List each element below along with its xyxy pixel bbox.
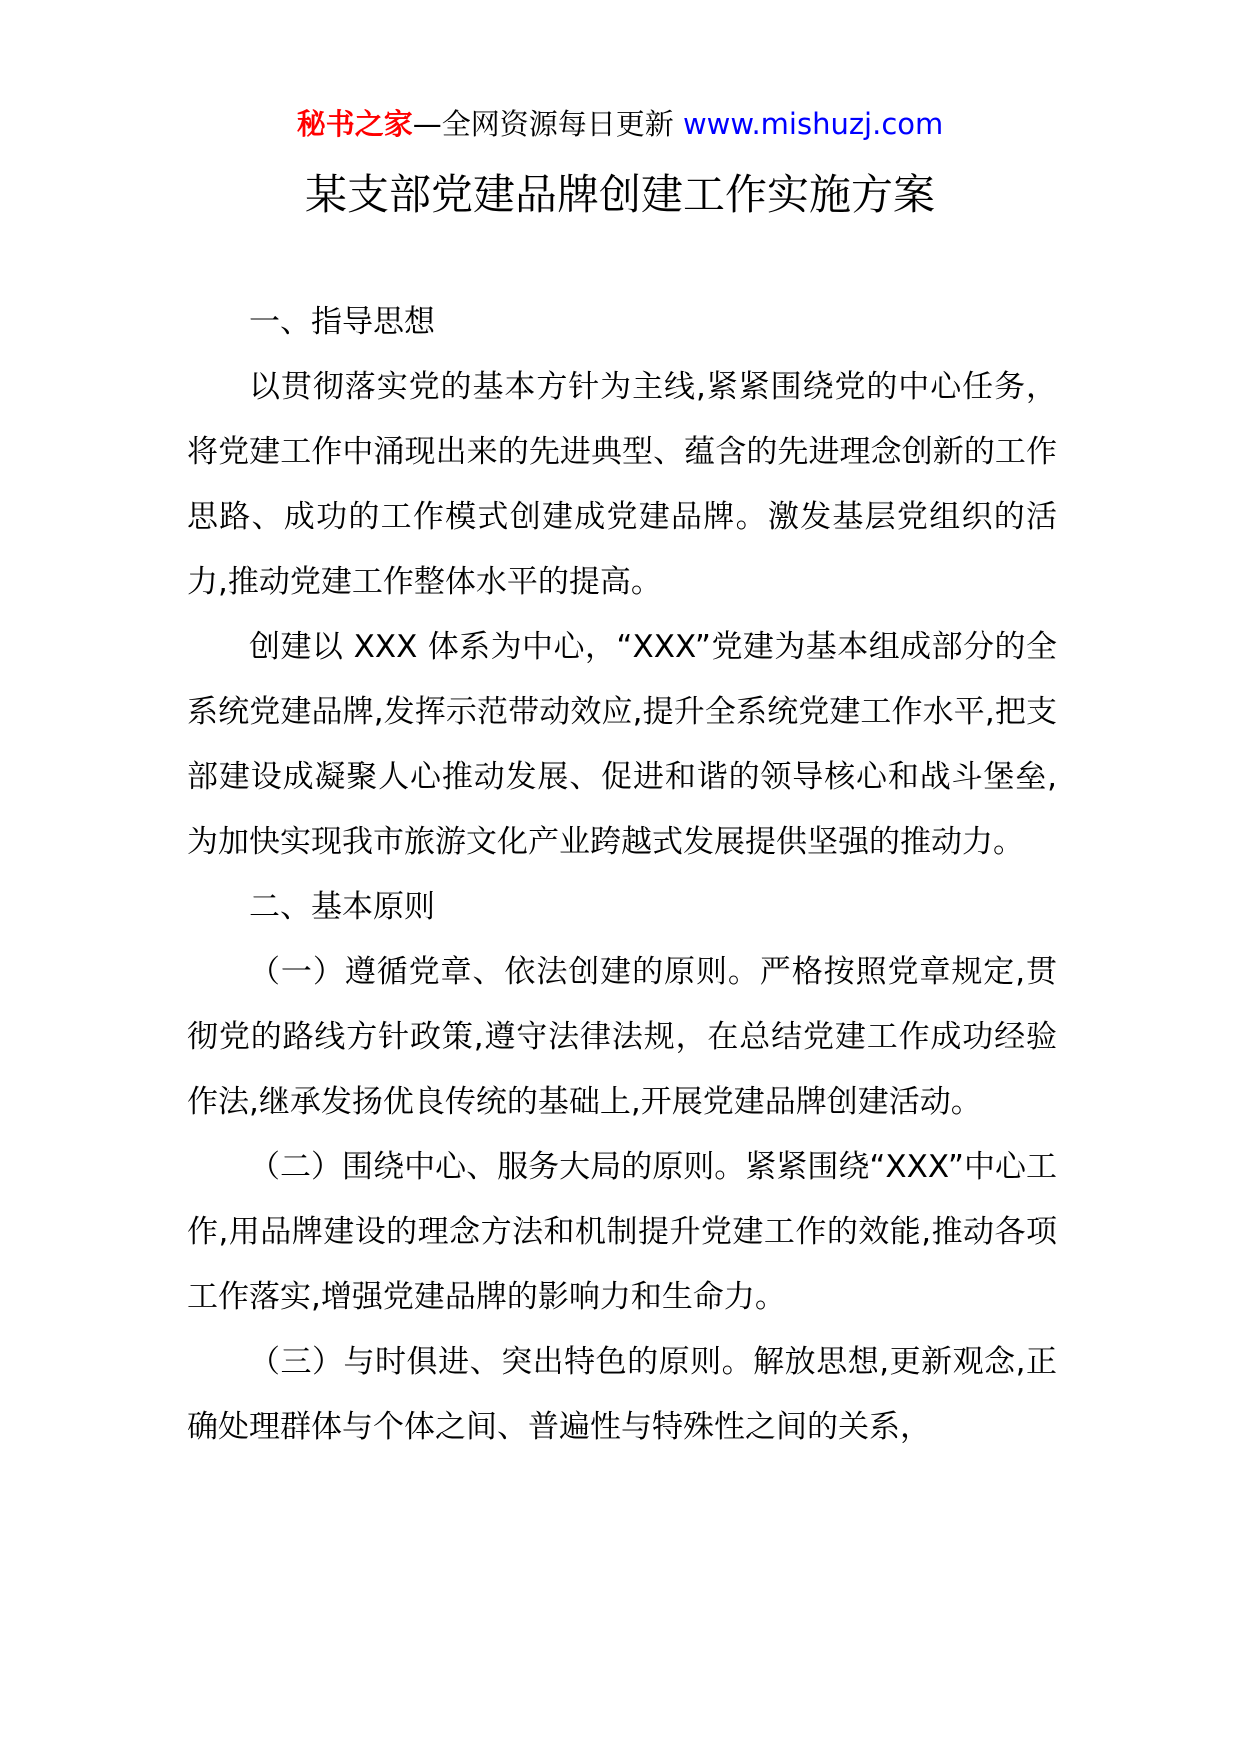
paragraph: 以贯彻落实党的基本方针为主线,紧紧围绕党的中心任务，将党建工作中涌现出来的先进典型、蕴含的先进理念创新的工作思路、成功的工作模式创建成党建品牌。激发基层党组织的活力,推动党建工作整体水平的提高。 <box>187 369 1057 600</box>
document-body <box>187 290 1057 1460</box>
paragraph: 创建以 XXX 体系为中心，“XXX”党建为基本组成部分的全系统党建品牌,发挥示范带动效应,提升全系统党建工作水平,把支部建设成凝聚人心推动发展、促进和谐的领导核心和战斗堡垒,为加快实现我市旅游文化产业跨越式发展提供坚强的推动力。 <box>187 629 1057 860</box>
paragraph: （一）遵循党章、依法创建的原则。严格按照党章规定,贯彻党的路线方针政策,遵守法律法规，在总结党建工作成功经验作法,继承发扬优良传统的基础上,开展党建品牌创建活动。 <box>187 954 1057 1120</box>
site-tagline: —全网资源每日更新 <box>412 107 683 141</box>
paragraph: （三）与时俱进、突出特色的原则。解放思想,更新观念,正确处理群体与个体之间、普遍性与特殊性之间的关系， <box>187 1344 1057 1445</box>
site-url-link[interactable]: www.mishuzj.com <box>682 107 944 141</box>
document-title: 某支部党建品牌创建工作实施方案 <box>304 170 935 219</box>
section-heading-guiding-ideology: 一、指导思想 <box>249 304 435 340</box>
paragraph: （二）围绕中心、服务大局的原则。紧紧围绕“XXX”中心工作,用品牌建设的理念方法和机制提升党建工作的效能,推动各项工作落实,增强党建品牌的影响力和生命力。 <box>187 1149 1057 1315</box>
site-header <box>0 104 1240 144</box>
section-heading-basic-principles: 二、基本原则 <box>249 889 435 925</box>
site-brand: 秘书之家 <box>296 107 413 141</box>
